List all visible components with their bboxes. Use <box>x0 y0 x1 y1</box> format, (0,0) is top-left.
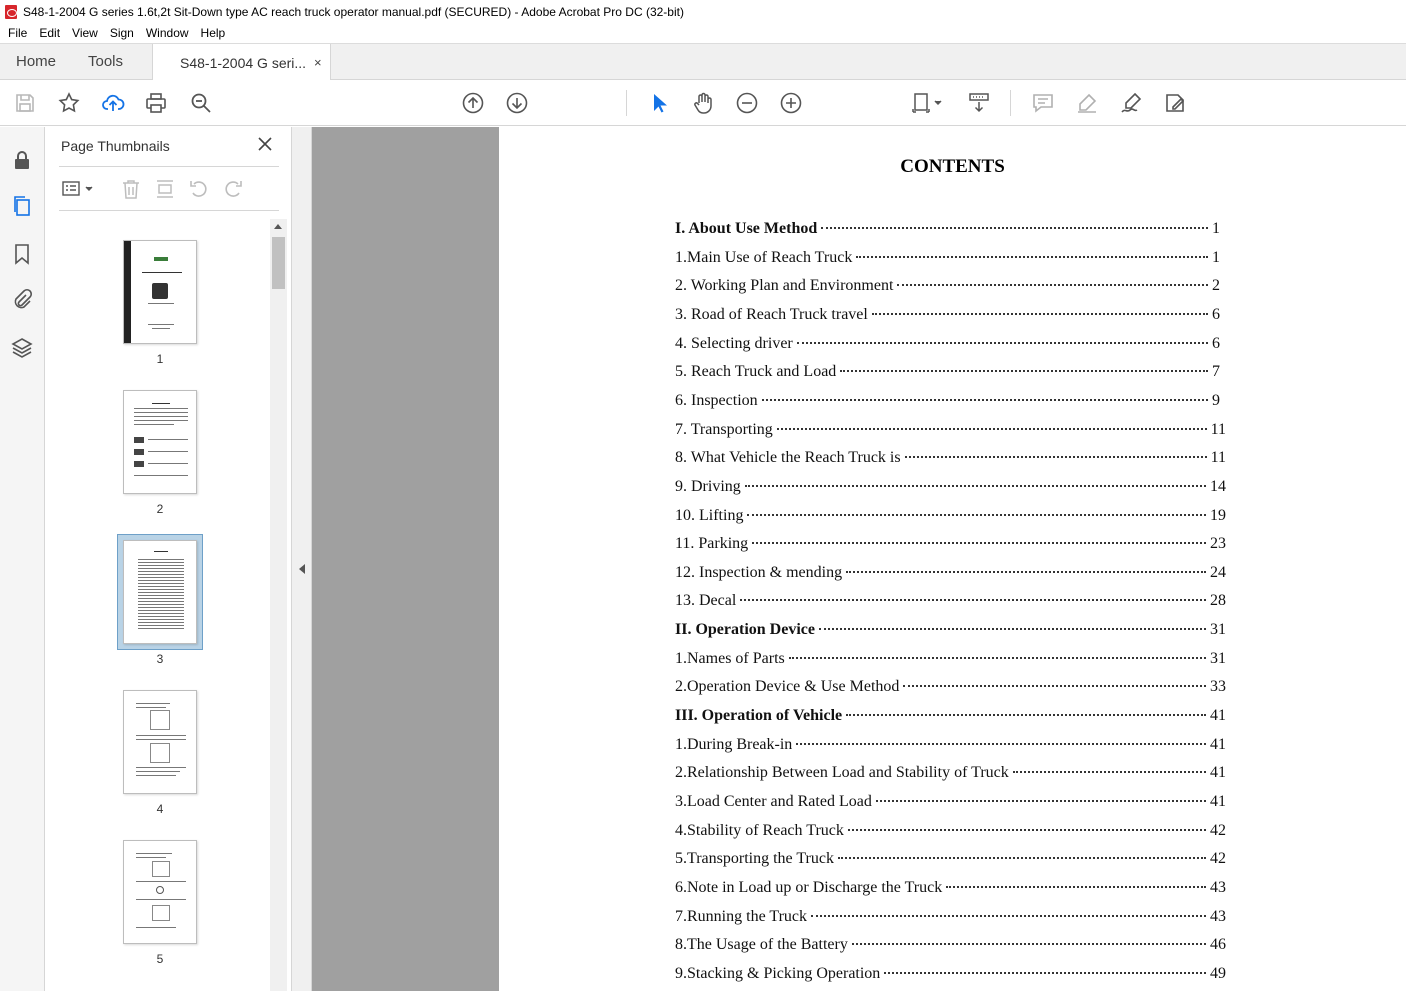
toc-entry[interactable] <box>675 277 1226 299</box>
page-thumbnail[interactable] <box>123 690 197 794</box>
hand-icon[interactable] <box>691 91 715 115</box>
bookmark-star-icon[interactable] <box>57 91 81 115</box>
thumbnail-label: 1 <box>156 352 164 366</box>
menu-sign[interactable]: Sign <box>109 26 134 40</box>
toc-entry-page: 41 <box>1210 793 1226 810</box>
save-icon[interactable] <box>13 91 37 115</box>
toc-entry-page: 43 <box>1210 878 1226 896</box>
tab-home[interactable]: Home <box>16 53 57 70</box>
menu-file[interactable]: File <box>8 26 28 40</box>
thumbnail-label: 4 <box>156 802 164 816</box>
toc-entry[interactable] <box>675 822 1226 844</box>
toc-entry-page: 7 <box>1212 363 1220 381</box>
toc-dot-leader <box>846 571 1206 573</box>
lock-icon[interactable] <box>10 148 34 172</box>
toc-entry[interactable] <box>675 936 1226 958</box>
toc-entry-page: 9 <box>1212 391 1220 409</box>
layers-icon[interactable] <box>10 336 34 360</box>
pdf-page <box>499 127 1406 991</box>
panel-divider <box>59 166 279 167</box>
toc-entry-title: 6.Note in Load up or Discharge the Truck <box>675 878 943 896</box>
toc-entry[interactable] <box>675 335 1226 357</box>
toc-entry-page: 11 <box>1210 420 1226 438</box>
toc-entry-title: 3. Road of Reach Truck travel <box>675 305 868 323</box>
extract-pages-icon[interactable] <box>154 178 176 200</box>
toc-entry[interactable] <box>675 879 1226 901</box>
toc-entry-title: 2.Relationship Between Load and Stability of Truck <box>675 764 1009 782</box>
rotate-ccw-icon[interactable] <box>188 178 210 200</box>
toc-entry-page: 31 <box>1210 621 1226 639</box>
toc-entry-page: 49 <box>1210 964 1226 982</box>
toc-entry-page: 14 <box>1210 477 1226 495</box>
highlight-icon[interactable] <box>1075 91 1099 115</box>
toc-entry-title: III. Operation of Vehicle <box>675 707 843 725</box>
fill-sign-icon[interactable] <box>1163 91 1187 115</box>
bookmark-icon[interactable] <box>10 242 34 266</box>
toc-entry-title: 9.Stacking & Picking Operation <box>675 964 881 982</box>
toc-dot-leader <box>848 829 1206 831</box>
toc-dot-leader <box>745 485 1206 487</box>
toc-entry[interactable] <box>675 363 1226 385</box>
toc-entry[interactable] <box>675 793 1226 815</box>
toc-entry-title: 6. Inspection <box>675 391 758 409</box>
toc-entry-title: 8. What Vehicle the Reach Truck is <box>675 449 901 467</box>
page-up-icon[interactable] <box>461 91 485 115</box>
toc-dot-leader <box>838 857 1206 859</box>
toc-dot-leader <box>897 284 1208 286</box>
search-zoom-icon[interactable] <box>189 91 213 115</box>
attachment-icon[interactable] <box>10 288 34 312</box>
toc-entry-page: 23 <box>1210 535 1226 553</box>
toc-dot-leader <box>840 370 1208 372</box>
toc-entry-title: 12. Inspection & mending <box>675 563 843 581</box>
scroll-mode-icon[interactable] <box>967 91 991 115</box>
toc-entry-title: 7.Running the Truck <box>675 907 808 925</box>
comment-icon[interactable] <box>1031 91 1055 115</box>
toc-entry[interactable] <box>675 678 1226 700</box>
toc-dot-leader <box>872 313 1208 315</box>
rotate-cw-icon[interactable] <box>222 178 244 200</box>
toc-entry-page: 1 <box>1212 220 1220 237</box>
close-tab-icon[interactable]: × <box>314 55 322 70</box>
toc-entry[interactable] <box>675 449 1226 471</box>
delete-page-icon[interactable] <box>120 178 142 200</box>
toc-entry-title: 8.The Usage of the Battery <box>675 936 848 954</box>
toc-entry-page: 1 <box>1212 248 1220 266</box>
document-viewport <box>312 127 1406 991</box>
toc-entry-page: 24 <box>1210 563 1226 581</box>
toolbar <box>0 80 1406 126</box>
toc-dot-leader <box>905 456 1207 458</box>
toc-entry-page: 31 <box>1210 649 1226 667</box>
thumbnail-label: 2 <box>156 502 164 516</box>
toc-entry-page: 41 <box>1210 707 1226 725</box>
toc-dot-leader <box>946 886 1206 888</box>
toc-entry-page: 6 <box>1212 305 1220 323</box>
toc-entry[interactable] <box>675 564 1226 586</box>
toc-entry-page: 41 <box>1210 764 1226 782</box>
toc-entry[interactable] <box>675 736 1226 758</box>
toc-entry-page: 2 <box>1212 277 1220 295</box>
toc-dot-leader <box>876 800 1206 802</box>
page-thumbnails-icon[interactable] <box>10 194 34 218</box>
toc-dot-leader <box>762 399 1208 401</box>
toc-entry-page: 42 <box>1210 850 1226 868</box>
toc-entry-title: II. Operation Device <box>675 621 815 639</box>
panel-divider <box>59 210 279 211</box>
toc-entry[interactable] <box>675 965 1226 987</box>
toc-entry-page: 33 <box>1210 678 1226 696</box>
toc-dot-leader <box>797 342 1208 344</box>
toc-dot-leader <box>740 599 1206 601</box>
toc-entry[interactable] <box>675 220 1226 242</box>
toc-entry-title: 5.Transporting the Truck <box>675 850 834 868</box>
toc-entry-title: 10. Lifting <box>675 506 744 524</box>
panel-splitter[interactable] <box>292 127 312 991</box>
toc-entry-title: 1.During Break-in <box>675 735 793 753</box>
select-arrow-icon[interactable] <box>647 91 671 115</box>
page-thumbnails-panel <box>45 127 292 991</box>
toc-entry-title: 3.Load Center and Rated Load <box>675 793 872 810</box>
page-thumbnail-selected[interactable] <box>123 540 197 644</box>
toc-entry[interactable] <box>675 621 1226 643</box>
left-tool-rail <box>0 127 45 991</box>
toc-entry[interactable] <box>675 392 1226 414</box>
toc-entry-page: 41 <box>1210 735 1226 753</box>
toc-dot-leader <box>1013 771 1206 773</box>
document-tab-label: S48-1-2004 G seri... <box>180 54 306 71</box>
toc-entry-page: 43 <box>1210 907 1226 925</box>
collapse-panel-icon[interactable] <box>299 564 305 574</box>
title-bar <box>0 0 1406 24</box>
toc-entry-page: 11 <box>1210 449 1226 467</box>
toc-entry-title: 11. Parking <box>675 535 749 553</box>
tab-document[interactable] <box>152 44 331 81</box>
scrollbar-thumb[interactable] <box>272 237 285 289</box>
toc-dot-leader <box>811 915 1206 917</box>
menu-edit[interactable]: Edit <box>39 26 61 40</box>
page-thumbnail[interactable] <box>123 240 197 344</box>
toc-dot-leader <box>777 428 1207 430</box>
contents-title: CONTENTS <box>900 156 1005 177</box>
toc-dot-leader <box>796 743 1206 745</box>
zoom-in-icon[interactable] <box>779 91 803 115</box>
menu-help[interactable]: Help <box>200 26 226 40</box>
toc-entry[interactable] <box>675 592 1226 614</box>
toc-dot-leader <box>884 972 1206 974</box>
toolbar-divider <box>1010 90 1011 116</box>
toc-dot-leader <box>856 256 1208 258</box>
toc-entry-title: 7. Transporting <box>675 420 773 438</box>
toc-entry-title: 9. Driving <box>675 477 741 495</box>
panel-title: Page Thumbnails <box>61 138 170 154</box>
thumbnail-options-icon[interactable] <box>61 178 95 200</box>
tab-bar <box>0 43 1406 80</box>
toc-dot-leader <box>852 943 1206 945</box>
toc-dot-leader <box>747 514 1206 516</box>
toc-entry[interactable] <box>675 764 1226 786</box>
page-thumbnail[interactable] <box>123 390 197 494</box>
toc-entry[interactable] <box>675 249 1226 271</box>
page-down-icon[interactable] <box>505 91 529 115</box>
toc-entry-title: 13. Decal <box>675 592 737 610</box>
toc-entry-title: 1.Names of Parts <box>675 649 785 667</box>
close-panel-icon[interactable] <box>257 136 273 152</box>
toc-entry[interactable] <box>675 306 1226 328</box>
toc-entry-page: 46 <box>1210 936 1226 954</box>
thumbnail-scrollbar[interactable] <box>270 219 287 991</box>
toc-entry[interactable] <box>675 908 1226 930</box>
toc-entry[interactable] <box>675 535 1226 557</box>
menu-bar <box>0 24 1406 42</box>
thumbnail-label: 5 <box>156 952 164 966</box>
toc-dot-leader <box>789 657 1206 659</box>
toc-dot-leader <box>819 628 1206 630</box>
toc-entry[interactable] <box>675 650 1226 672</box>
toc-entry-page: 28 <box>1210 592 1226 610</box>
toc-dot-leader <box>903 685 1206 687</box>
zoom-out-icon[interactable] <box>735 91 759 115</box>
toc-entry-title: 5. Reach Truck and Load <box>675 363 837 381</box>
acrobat-logo-icon <box>5 5 17 19</box>
print-icon[interactable] <box>144 91 168 115</box>
toc-entry-page: 42 <box>1210 821 1226 839</box>
toc-entry-title: 2. Working Plan and Environment <box>675 277 894 295</box>
toolbar-divider <box>626 90 627 116</box>
window-title: S48-1-2004 G series 1.6t,2t Sit-Down type AC reach truck operator manual.pdf (SECURED) - Adobe Acrobat Pro DC (32-bit) <box>23 5 684 19</box>
page-fit-icon[interactable] <box>910 91 944 115</box>
toc-entry-title: 4. Selecting driver <box>675 334 793 352</box>
page-thumbnail[interactable] <box>123 840 197 944</box>
menu-view[interactable]: View <box>72 26 98 40</box>
toc-entry-page: 19 <box>1210 506 1226 524</box>
thumbnail-list <box>45 219 270 991</box>
toc-entry[interactable] <box>675 507 1226 529</box>
toc-entry-title: 2.Operation Device & Use Method <box>675 678 900 696</box>
toc-entry[interactable] <box>675 478 1226 500</box>
toc-dot-leader <box>846 714 1206 716</box>
toc-entry[interactable] <box>675 421 1226 443</box>
toc-entry-title: 1.Main Use of Reach Truck <box>675 248 853 266</box>
toc-entry[interactable] <box>675 850 1226 872</box>
thumbnail-label: 3 <box>156 652 164 666</box>
sign-icon[interactable] <box>1119 91 1143 115</box>
toc-dot-leader <box>752 542 1206 544</box>
upload-cloud-icon[interactable] <box>101 91 125 115</box>
menu-window[interactable]: Window <box>145 26 189 40</box>
scroll-up-icon[interactable] <box>274 224 282 229</box>
toc-entry-page: 6 <box>1212 334 1220 352</box>
tab-tools[interactable]: Tools <box>88 53 124 70</box>
toc-entry[interactable] <box>675 707 1226 729</box>
toc-dot-leader <box>821 227 1208 229</box>
toc-entry-title: I. About Use Method <box>675 220 818 237</box>
toc-entry-title: 4.Stability of Reach Truck <box>675 821 844 839</box>
